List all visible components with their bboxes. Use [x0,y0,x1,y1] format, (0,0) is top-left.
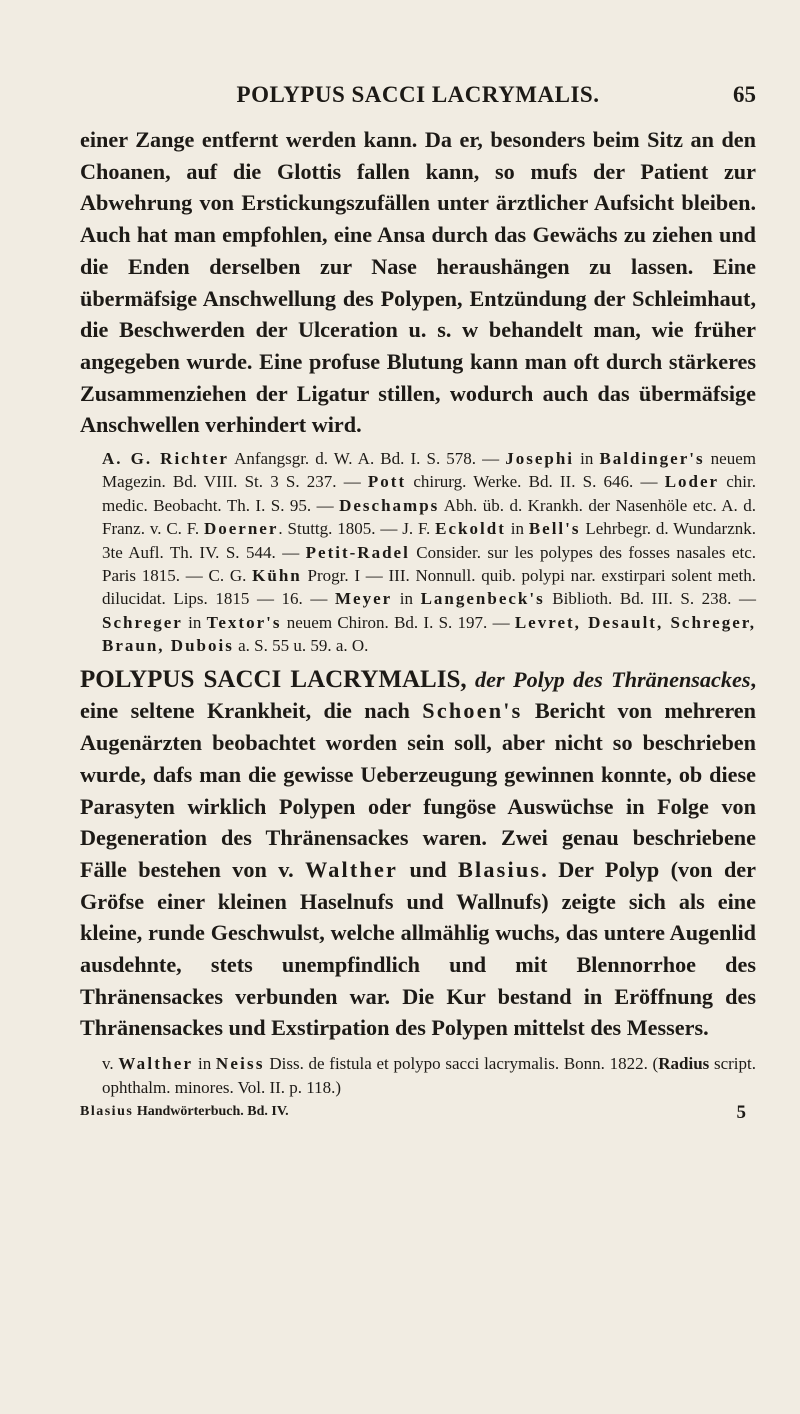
ref-author: Neiss [215,1054,265,1074]
ref-text: Diss. de fistula et polypo sacci lacrymalis. Bonn. 1822. ( [264,1054,659,1074]
ref-author: Textor's [206,612,282,632]
ref-text: in [193,1054,216,1074]
ref-text: in [574,449,600,469]
signature-text: Handwörterbuch. Bd. IV. [133,1104,289,1120]
signature-line [80,1102,756,1126]
entry-person: Walther [305,856,399,882]
ref-text: Anfangsgr. d. W. A. Bd. I. S. 578. — [228,449,506,469]
entry-headword: POLYPUS SACCI LACRYMALIS, [80,665,467,693]
ref-text: neuem Chiron. Bd. I. S. 197. — [281,612,515,632]
ref-text: chirurg. Werke. Bd. II. S. 646. — [406,472,665,492]
ref-text: Abh. üb. d. Krankh. der Nasenhöle etc. A. d. Franz. v. C. F. [102,495,757,539]
ref-author: Kühn [252,566,302,586]
entry-person: Schoen's [422,698,523,724]
signature-name: Blasius [80,1104,134,1120]
ref-author: A. G. Richter [102,449,229,469]
entry-text: Bericht von mehreren Augenärzten beobachtet worden sein soll, aber nicht so beschrieben wurde, dafs man die gewisse Ueberzeugung gewinnen konnte, ob diese Parasyten wirklich Polypen oder fungöse Auswüchse in Folge von Degeneration des Thränensackes waren. Zwei genau beschriebene Fälle bestehen von v. [80,698,756,882]
ref-text: neuem Magezin. Bd. VIII. St. 3 S. 237. — [102,449,756,492]
ref-text: script. ophthalm. minores. Vol. II. p. 118.) [102,1054,756,1098]
page-number: 65 [733,82,756,107]
entry-text: . Der Polyp (von der Gröfse einer kleinen Haselnufs und Wallnufs) zeigte sich als eine kleine, runde Geschwulst, welche allmählig wuchs, das untere Augenlid ausdehnte, stets unempfindlich und mit Blennorrhoe des Thränensackes verbunden war. Die Kur bestand in Eröffnung des Thränensackes und Exstirpation des Polypen mittelst des Messers. [80,856,756,1041]
ref-text: a. S. 55 u. 59. a. O. [233,636,369,656]
ref-text: Progr. I — III. Nonnull. quib. polypi nar. exstirpari solent meth. dilucidat. Lips. 1815 — 16. — [102,566,756,609]
ref-text: . Stuttg. 1805. — J. F. [278,519,436,539]
ref-text: chir. medic. Beobacht. Th. I. S. 95. — [102,472,757,515]
ref-author: Baldinger's [599,449,705,469]
ref-text: Lehrbegr. d. Wundarznk. 3te Aufl. Th. IV. S. 544. — [102,519,756,562]
ref-author: Doerner [203,519,279,539]
ref-author: Loder [664,472,720,492]
running-head [80,82,756,116]
references-polypus-sacci [80,1052,756,1100]
ref-text: in [182,612,207,632]
ref-text: Biblioth. Bd. III. S. 238. — [544,589,756,609]
entry-german-name: der Polyp des Thränensackes [475,666,751,692]
ref-author: Eckoldt [435,519,506,539]
ref-author: Radius [658,1054,710,1074]
ref-text: in [505,519,529,539]
signature-title [80,1104,289,1120]
references-polypus-nasi [80,447,756,658]
ref-text: Consider. sur les polypes des fosses nasales etc. Paris 1815. — C. G. [102,542,756,586]
ref-author: Bell's [528,519,581,539]
running-title: POLYPUS SACCI LACRYMALIS. [236,82,600,107]
ref-author: Levret, Desault, Schreger, Braun, Dubois [102,612,756,656]
ref-author: Meyer [334,589,393,609]
ref-author: Schreger [102,612,183,632]
ref-author: Josephi [505,449,575,469]
entry-text: und [398,856,458,882]
ref-author: Walther [118,1054,194,1074]
ref-author: Petit-Radel [305,542,410,562]
ref-author: Langenbeck's [420,589,545,609]
entry-person: Blasius [457,856,542,882]
sheet-number: 5 [736,1102,746,1124]
ref-text: in [392,589,421,609]
ref-text: v. [102,1054,119,1074]
entry-text: , eine seltene Krankheit, die nach [80,666,756,724]
ref-author: Deschamps [339,495,440,515]
ref-author: Pott [367,472,407,492]
entry-polypus-sacci-lacrymalis [80,664,756,1044]
paragraph-treatment: einer Zange entfernt werden kann. Da er, besonders beim Sitz an den Choanen, auf die Glottis fallen kann, so mufs der Patient zur Abwehrung von Erstickungszufällen unter ärztlicher Aufsicht bleiben. Auch hat man empfohlen, eine Ansa durch das Gewächs zu ziehen und die Enden derselben zur Nase heraushängen zu lassen. Eine übermäfsige Anschwellung des Polypen, Entzündung der Schleimhaut, die Beschwerden der Ulceration u. s. w behandelt man, wie früher angegeben wurde. Eine profuse Blutung kann man oft durch stärkeres Zusammenziehen der Ligatur stillen, wodurch auch das übermäfsige Anschwellen verhindert wird. [80,127,756,438]
